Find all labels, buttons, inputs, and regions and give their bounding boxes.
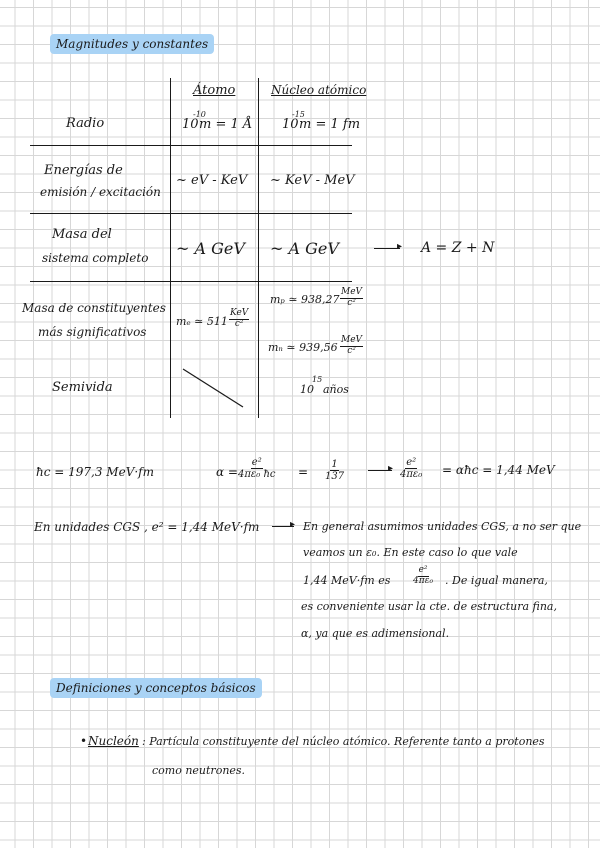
cgs-arrow-head: ▸ — [290, 519, 296, 530]
definition-bullet: • — [80, 734, 88, 748]
cgs-note-line-3b: . De igual manera, — [445, 574, 548, 587]
alpha-value-fraction: $\frac{1}{137}$ — [325, 459, 345, 482]
radius-atom-base: 10 — [182, 117, 199, 132]
table-horizontal-line-1 — [30, 145, 352, 146]
cgs-note-line-2: veamos un ε₀. En este caso lo que vale — [303, 546, 518, 559]
alpha-equals: = — [298, 465, 309, 479]
table-header-nucleus: Núcleo atómico — [271, 83, 367, 97]
row-label-energy-1: Energías de — [44, 163, 123, 178]
radius-nucleus-exponent: -15 — [292, 110, 305, 119]
section-title-magnitudes: Magnitudes y constantes — [50, 34, 214, 54]
halflife-nucleus-base: 10 — [300, 383, 314, 396]
hbar-c-constant: ħc = 197,3 MeV·fm — [36, 465, 154, 479]
row-label-radius: Radio — [66, 116, 105, 131]
alpha-arrow-head: ▸ — [388, 463, 394, 474]
table-horizontal-line-2 — [30, 213, 352, 214]
energy-atom-value: ~ eV - KeV — [176, 173, 248, 188]
row-label-mass-1: Masa del — [52, 227, 112, 242]
table-vertical-line-2 — [258, 78, 259, 418]
table-horizontal-line-3 — [30, 281, 352, 282]
neutron-mass: mₙ ≃ 939,56 — [268, 341, 338, 354]
electron-mass: mₑ ≃ 511 — [176, 315, 228, 328]
electron-mass-unit: KeV c² — [230, 308, 249, 329]
row-label-constituents-1: Masa de constituyentes — [22, 301, 166, 315]
radius-atom-exponent: -10 — [193, 110, 206, 119]
definition-text-nucleon-2: como neutrones. — [152, 764, 246, 777]
halflife-nucleus-unit: años — [323, 383, 349, 396]
halflife-nucleus-exponent: 15 — [312, 375, 323, 384]
alpha-rhs-value: = αħc = 1,44 MeV — [442, 463, 555, 477]
cgs-note-line-5: α, ya que es adimensional. — [301, 627, 450, 640]
row-label-energy-2: emisión / excitación — [40, 185, 161, 199]
alpha-definition-fraction: $\frac{\text{e²}}{\text{4πε₀ ħc}}$ — [238, 457, 276, 480]
cgs-statement: En unidades CGS , e² = 1,44 MeV·fm — [34, 520, 260, 534]
row-label-constituents-2: más significativos — [38, 325, 147, 339]
cgs-note-line-1: En general asumimos unidades CGS, a no ser que — [303, 520, 582, 533]
alpha-lhs: α = — [216, 465, 238, 479]
arrow-head: ▸ — [397, 241, 403, 252]
section-title-definitions: Definiciones y conceptos básicos — [50, 678, 262, 698]
radius-nucleus-value: m = 1 fm — [299, 117, 361, 132]
table-vertical-line-1 — [170, 78, 171, 418]
proton-mass: mₚ ≃ 938,27 — [270, 293, 340, 306]
row-label-halflife: Semivida — [52, 380, 113, 395]
energy-nucleus-value: ~ KeV - MeV — [270, 173, 355, 188]
table-header-atom: Átomo — [193, 83, 236, 98]
radius-atom-value: m = 1 Å — [199, 117, 253, 132]
proton-mass-unit: MeV c² — [341, 287, 363, 308]
mass-nucleus-value: ~ A GeV — [270, 239, 339, 258]
cgs-note-fraction: $\frac{\text{e²}}{\text{4πε₀}}$ — [413, 565, 434, 586]
neutron-mass-unit: MeV c² — [341, 335, 363, 356]
cgs-note-line-3a: 1,44 MeV·fm es — [303, 574, 391, 587]
halflife-atom-strike — [180, 366, 246, 410]
alpha-rhs-fraction: $\frac{\text{e²}}{\text{4πε₀}}$ — [400, 457, 423, 480]
mass-atom-value: ~ A GeV — [176, 239, 245, 258]
row-label-mass-2: sistema completo — [42, 251, 149, 265]
cgs-note-line-4: es conveniente usar la cte. de estructura fina, — [301, 600, 557, 613]
definition-term-nucleon: Nucleón — [88, 734, 139, 748]
mass-number-note: A = Z + N — [421, 240, 495, 256]
radius-nucleus-base: 10 — [282, 117, 299, 132]
definition-text-nucleon-1: : Partícula constituyente del núcleo atómico. Referente tanto a protones — [142, 735, 545, 748]
